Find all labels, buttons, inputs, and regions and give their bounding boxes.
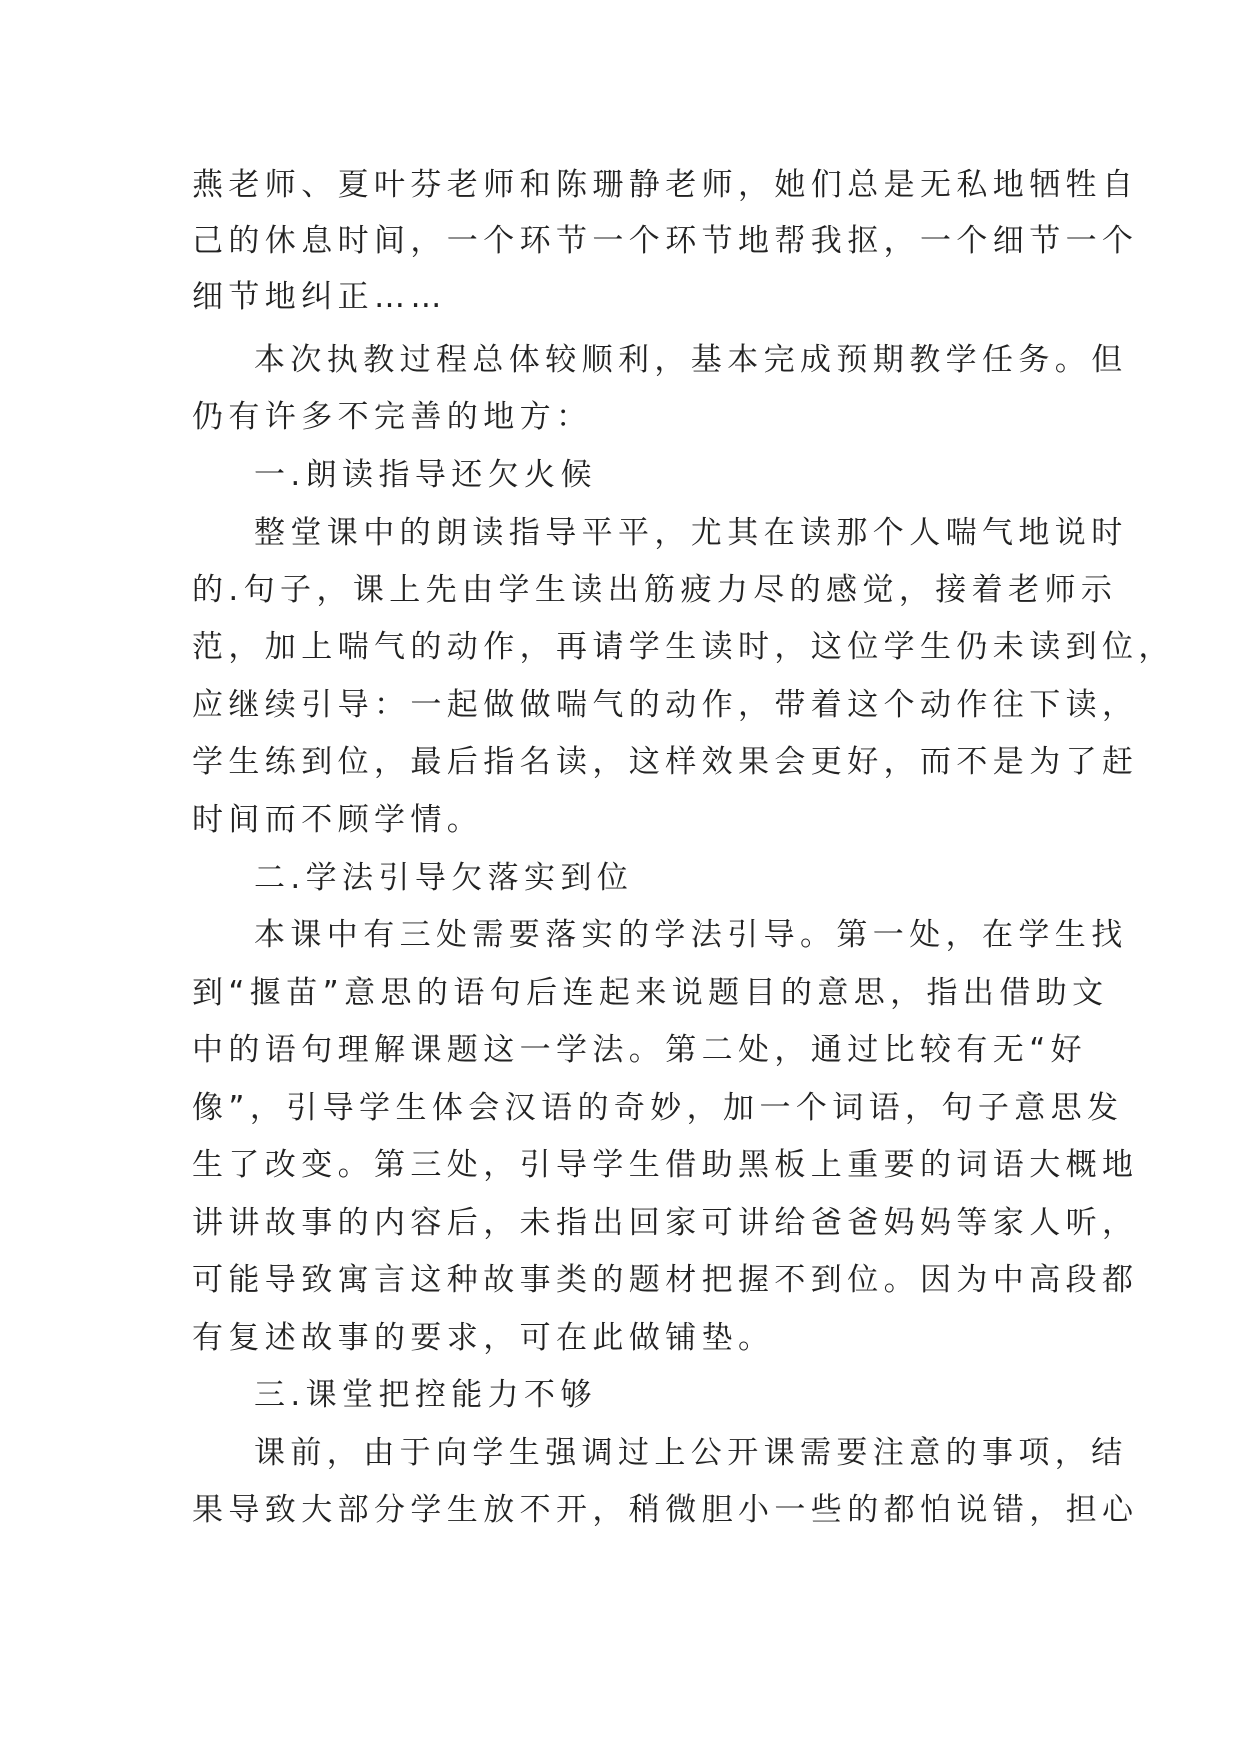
section-heading: 一.朗读指导还欠火候 xyxy=(254,457,597,493)
text-line: 细节地纠正…… xyxy=(192,279,447,315)
text-line: 中的语句理解课题这一学法。第二处，通过比较有无“好 xyxy=(192,1032,1088,1068)
text-line: 生了改变。第三处，引导学生借助黑板上重要的词语大概地 xyxy=(192,1147,1139,1183)
text-line: 的.句子，课上先由学生读出筋疲力尽的感觉，接着老师示 xyxy=(192,572,1118,608)
text-line: 仍有许多不完善的地方： xyxy=(192,399,593,435)
section-heading: 二.学法引导欠落实到位 xyxy=(254,860,634,896)
text-line: 有复述故事的要求，可在此做铺垫。 xyxy=(192,1320,775,1356)
text-line: 应继续引导：一起做做喘气的动作，带着这个动作往下读， xyxy=(192,687,1139,723)
text-line: 可能导致寓言这种故事类的题材把握不到位。因为中高段都 xyxy=(192,1262,1139,1298)
text-line: 像”，引导学生体会汉语的奇妙，加一个词语，句子意思发 xyxy=(192,1090,1124,1126)
paragraph-first-line: 整堂课中的朗读指导平平，尤其在读那个人喘气地说时 xyxy=(254,515,1128,551)
section-heading: 三.课堂把控能力不够 xyxy=(254,1377,597,1413)
text-line: 范，加上喘气的动作，再请学生读时，这位学生仍未读到位， xyxy=(192,629,1175,665)
text-line: 己的休息时间，一个环节一个环节地帮我抠，一个细节一个 xyxy=(192,223,1139,259)
text-line: 到“揠苗”意思的语句后连起来说题目的意思，指出借助文 xyxy=(192,975,1109,1011)
text-line: 果导致大部分学生放不开，稍微胆小一些的都怕说错，担心 xyxy=(192,1492,1139,1528)
paragraph-first-line: 本课中有三处需要落实的学法引导。第一处，在学生找 xyxy=(254,917,1128,953)
paragraph-first-line: 课前，由于向学生强调过上公开课需要注意的事项，结 xyxy=(254,1435,1128,1471)
text-line: 学生练到位，最后指名读，这样效果会更好，而不是为了赶 xyxy=(192,744,1139,780)
text-line: 时间而不顾学情。 xyxy=(192,802,484,838)
text-line: 燕老师、夏叶芬老师和陈珊静老师，她们总是无私地牺牲自 xyxy=(192,167,1139,203)
paragraph-first-line: 本次执教过程总体较顺利，基本完成预期教学任务。但 xyxy=(254,342,1128,378)
text-line: 讲讲故事的内容后，未指出回家可讲给爸爸妈妈等家人听， xyxy=(192,1205,1139,1241)
